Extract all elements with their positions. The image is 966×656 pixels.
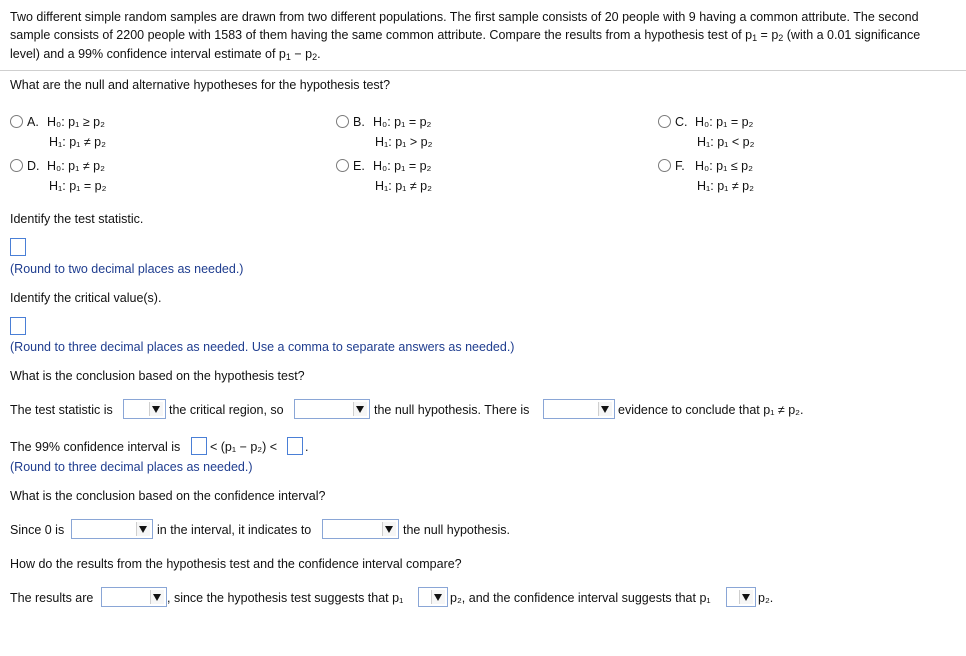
question-hypotheses: What are the null and alternative hypotheses for the hypothesis test? <box>10 78 391 92</box>
ci-reject-dropdown[interactable] <box>322 519 399 539</box>
note-two-decimals: (Round to two decimal places as needed.) <box>10 262 244 276</box>
critical-value-input[interactable] <box>10 317 26 335</box>
radio-option-e[interactable] <box>336 159 349 172</box>
question-compare: How do the results from the hypothesis test and the confidence interval compare? <box>10 557 462 571</box>
ci-conclusion-text-3: the null hypothesis. <box>403 523 511 537</box>
question-conclusion-ci: What is the conclusion based on the confidence interval? <box>10 489 326 503</box>
compare-text-1: The results are <box>10 591 94 605</box>
divider <box>0 70 966 71</box>
ci-text-2: < (p₁ − p₂) < <box>210 440 278 454</box>
ci-conclusion-text-2: in the interval, it indicates to <box>157 523 312 537</box>
evidence-dropdown[interactable] <box>543 399 615 419</box>
hypothesis-test-relation-dropdown[interactable] <box>418 587 448 607</box>
option-d[interactable]: D. H₀: p₁ ≠ p₂ H₁: p₁ = p₂ <box>10 156 106 196</box>
problem-statement: Two different simple random samples are drawn from two different populations. The first sample consists of 20 people with 9 having a common attribute. The second sample consists of 2200 people with 1583 of them having the same common attribute. Compare the results from a hypothesis test of p1 = p2 (with a 0.01 significance level) and a 99% confidence interval estimate of p1 − p2. <box>10 10 921 62</box>
conclusion-text-2: the critical region, so <box>169 403 284 417</box>
dropdown-arrow-icon <box>382 522 396 536</box>
option-e[interactable]: E. H₀: p₁ = p₂ H₁: p₁ ≠ p₂ <box>336 156 432 196</box>
question-test-statistic: Identify the test statistic. <box>10 212 144 226</box>
dropdown-arrow-icon <box>598 402 612 416</box>
intro-line-2a: sample consists of 2200 people with 1583 of them having the same common attribute. Compare the results from a hypothesis test of p <box>10 28 753 42</box>
compare-text-3: p₂, and the confidence interval suggests that p₁ <box>450 591 711 605</box>
option-f[interactable]: F. H₀: p₁ ≤ p₂ H₁: p₁ ≠ p₂ <box>658 156 754 196</box>
zero-in-interval-dropdown[interactable] <box>71 519 153 539</box>
radio-option-a[interactable] <box>10 115 23 128</box>
results-compare-dropdown[interactable] <box>101 587 167 607</box>
option-a[interactable]: A. H₀: p₁ ≥ p₂ H₁: p₁ ≠ p₂ <box>10 112 106 152</box>
note-three-decimals-comma: (Round to three decimal places as needed. Use a comma to separate answers as needed.) <box>10 340 515 354</box>
conclusion-text-3: the null hypothesis. There is <box>374 403 530 417</box>
question-critical-values: Identify the critical value(s). <box>10 291 162 305</box>
compare-text-2: , since the hypothesis test suggests that p₁ <box>167 591 404 605</box>
radio-option-d[interactable] <box>10 159 23 172</box>
dropdown-arrow-icon <box>431 590 445 604</box>
note-three-decimals: (Round to three decimal places as needed.) <box>10 460 253 474</box>
test-statistic-input[interactable] <box>10 238 26 256</box>
ci-relation-dropdown[interactable] <box>726 587 756 607</box>
ci-conclusion-text-1: Since 0 is <box>10 523 65 537</box>
ci-text-3: . <box>305 440 309 454</box>
intro-line-1: Two different simple random samples are drawn from two different populations. The first sample consists of 20 people with 9 having a common attribute. The second <box>10 10 919 24</box>
intro-line-3a: level) and a 99% confidence interval estimate of p <box>10 47 286 61</box>
radio-option-f[interactable] <box>658 159 671 172</box>
conclusion-text-4: evidence to conclude that p₁ ≠ p₂. <box>618 403 804 417</box>
dropdown-arrow-icon <box>739 590 753 604</box>
dropdown-arrow-icon <box>150 590 164 604</box>
reject-decision-dropdown[interactable] <box>294 399 370 419</box>
radio-option-c[interactable] <box>658 115 671 128</box>
option-b[interactable]: B. H₀: p₁ = p₂ H₁: p₁ > p₂ <box>336 112 432 152</box>
radio-option-b[interactable] <box>336 115 349 128</box>
compare-text-4: p₂. <box>758 591 774 605</box>
ci-upper-input[interactable] <box>287 437 303 455</box>
ci-lower-input[interactable] <box>191 437 207 455</box>
ci-text-1: The 99% confidence interval is <box>10 440 181 454</box>
test-statistic-region-dropdown[interactable] <box>123 399 166 419</box>
option-c[interactable]: C. H₀: p₁ = p₂ H₁: p₁ < p₂ <box>658 112 754 152</box>
dropdown-arrow-icon <box>149 402 163 416</box>
conclusion-text-1: The test statistic is <box>10 403 113 417</box>
dropdown-arrow-icon <box>353 402 367 416</box>
question-conclusion-test: What is the conclusion based on the hypothesis test? <box>10 369 305 383</box>
dropdown-arrow-icon <box>136 522 150 536</box>
